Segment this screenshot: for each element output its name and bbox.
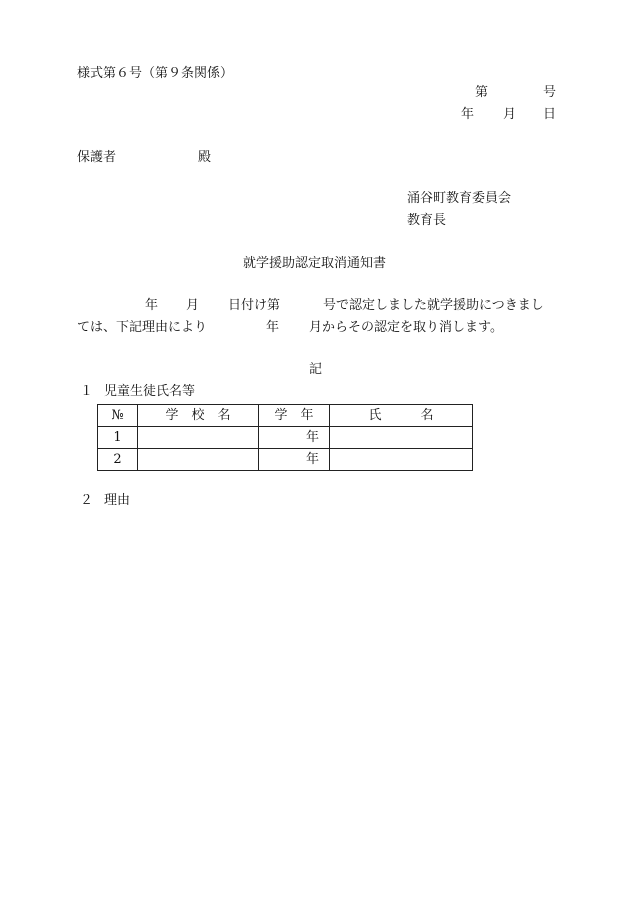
section2-label: 理由	[104, 493, 131, 508]
section2-number: ２	[80, 493, 94, 508]
body-line2-rest: 月からその認定を取り消します。	[309, 320, 503, 335]
date-year: 年	[461, 107, 475, 122]
recipient-label: 保護者	[77, 150, 117, 165]
row-name	[330, 427, 473, 449]
row-grade: 年	[259, 449, 330, 471]
ki-label: 記	[309, 362, 323, 377]
form-label: 様式第６号（第９条関係）	[77, 66, 234, 81]
header-school: 学 校 名	[138, 405, 259, 427]
sender-board: 涌谷町教育委員会	[407, 191, 512, 206]
row-grade: 年	[259, 427, 330, 449]
body-year: 年	[145, 298, 159, 313]
student-table	[97, 404, 473, 471]
body-day-date-no: 日付け第	[228, 298, 281, 313]
recipient-honorific: 殿	[198, 150, 212, 165]
section1-label: 児童生徒氏名等	[104, 384, 196, 399]
table-header-row	[98, 405, 473, 427]
doc-number-dai: 第	[475, 85, 489, 100]
body-line2-year: 年	[266, 320, 280, 335]
table-row	[98, 449, 473, 471]
row-name	[330, 449, 473, 471]
row-no: 1	[98, 427, 138, 449]
row-school	[138, 449, 259, 471]
body-month: 月	[186, 298, 200, 313]
row-no: 2	[98, 449, 138, 471]
date-month: 月	[503, 107, 517, 122]
header-name: 氏 名	[330, 405, 473, 427]
table-row	[98, 427, 473, 449]
doc-number-go: 号	[543, 85, 557, 100]
sender-title: 教育長	[407, 213, 447, 228]
header-grade: 学 年	[259, 405, 330, 427]
body-line2-lead: ては、下記理由により	[77, 320, 208, 335]
row-school	[138, 427, 259, 449]
body-line1-text: 号で認定しました就学援助につきまし	[323, 298, 544, 313]
date-day: 日	[543, 107, 557, 122]
section1-number: １	[80, 384, 94, 399]
document-title: 就学援助認定取消通知書	[243, 256, 387, 271]
header-no: №	[98, 405, 138, 427]
